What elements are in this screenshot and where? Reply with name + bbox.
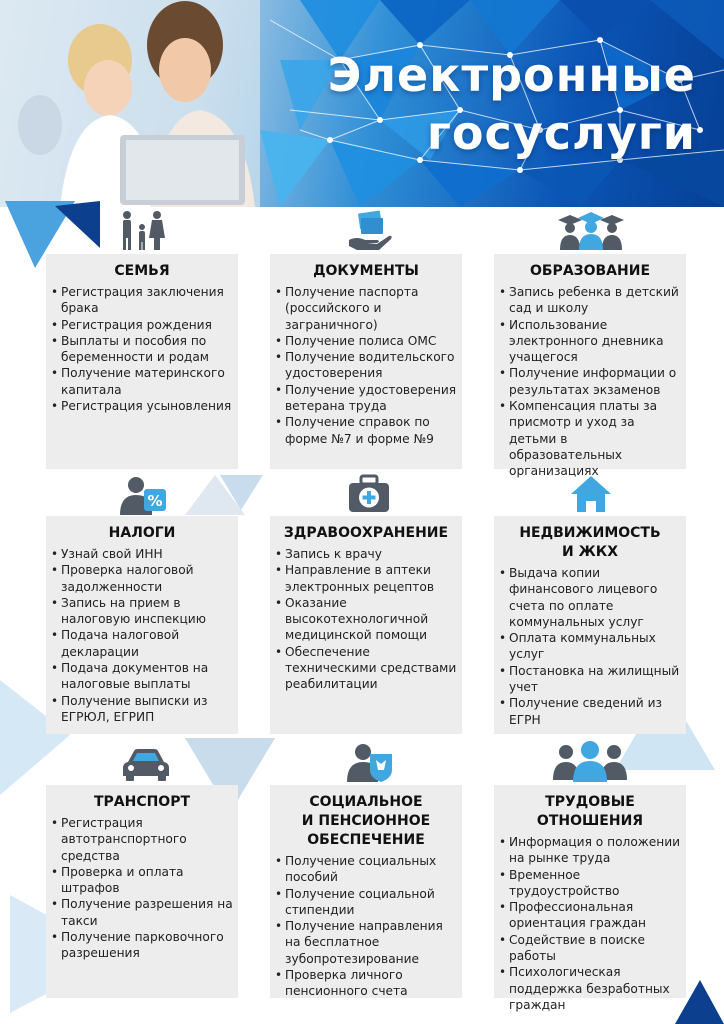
service-item[interactable]: • Получение полиса ОМС bbox=[274, 333, 458, 349]
medical-kit-icon bbox=[347, 474, 391, 514]
service-list bbox=[494, 565, 686, 728]
section-title bbox=[494, 793, 686, 831]
title-line-2: госуслуги bbox=[426, 106, 696, 160]
service-item[interactable]: • Получение паспорта (российского и заграничного) bbox=[274, 284, 458, 333]
section-title: СЕМЬЯ bbox=[114, 263, 170, 279]
graduates-icon bbox=[556, 210, 626, 250]
section-title-line-3: ОБЕСПЕЧЕНИЕ bbox=[307, 832, 425, 848]
service-item[interactable]: • Направление в аптеки электронных рецептов bbox=[274, 562, 458, 595]
service-item[interactable]: • Выдача копии финансового лицевого счета по оплате коммунальных услуг bbox=[498, 565, 682, 630]
tax-person-icon bbox=[120, 475, 168, 515]
service-item[interactable]: • Информация о положении на рынке труда bbox=[498, 834, 682, 867]
section-real-estate bbox=[494, 516, 686, 734]
family-icon bbox=[118, 210, 166, 252]
service-list bbox=[494, 284, 686, 480]
service-list bbox=[270, 853, 462, 1000]
section-transport bbox=[46, 785, 238, 998]
service-list bbox=[46, 284, 238, 414]
section-title bbox=[494, 524, 686, 562]
service-item[interactable]: • Подача документов на налоговые выплаты bbox=[50, 660, 234, 693]
service-item[interactable]: • Получение выписки из ЕГРЮЛ, ЕГРИП bbox=[50, 693, 234, 726]
documents-icon bbox=[347, 210, 395, 252]
service-item[interactable]: • Временное трудоустройство bbox=[498, 867, 682, 900]
section-labor bbox=[494, 785, 686, 1012]
service-item[interactable]: • Получение сведений из ЕГРН bbox=[498, 695, 682, 728]
section-title-line-2: И ПЕНСИОННОЕ bbox=[301, 813, 431, 829]
section-education bbox=[494, 254, 686, 479]
section-title: ТРАНСПОРТ bbox=[93, 794, 191, 810]
service-item[interactable]: • Регистрация заключения брака bbox=[50, 284, 234, 317]
section-title-line-2: ОТНОШЕНИЯ bbox=[536, 813, 644, 829]
section-title-line-1: СОЦИАЛЬНОЕ bbox=[309, 794, 423, 810]
service-item[interactable]: • Оказание высокотехнологичной медицинской помощи bbox=[274, 595, 458, 644]
service-item[interactable]: • Получение водительского удостоверения bbox=[274, 349, 458, 382]
page-title bbox=[328, 46, 696, 162]
section-taxes bbox=[46, 516, 238, 734]
service-item[interactable]: • Запись к врачу bbox=[274, 546, 458, 562]
service-item[interactable]: • Регистрация усыновления bbox=[50, 398, 234, 414]
car-icon bbox=[122, 748, 170, 782]
service-item[interactable]: • Психологическая поддержка безработных граждан bbox=[498, 964, 682, 1013]
service-item[interactable]: • Проверка личного пенсионного счета bbox=[274, 967, 458, 1000]
section-title: ЗДРАВООХРАНЕНИЕ bbox=[283, 525, 449, 541]
service-item[interactable]: • Получение направления на бесплатное зубопротезирование bbox=[274, 918, 458, 967]
house-icon bbox=[570, 474, 612, 514]
official-emblem-icon bbox=[346, 742, 394, 782]
service-item[interactable]: • Узнай свой ИНН bbox=[50, 546, 234, 562]
service-item[interactable]: • Получение социальных пособий bbox=[274, 853, 458, 886]
service-item[interactable]: • Получение материнского капитала bbox=[50, 365, 234, 398]
service-item[interactable]: • Оплата коммунальных услуг bbox=[498, 630, 682, 663]
service-item[interactable]: • Содействие в поиске работы bbox=[498, 932, 682, 965]
service-item[interactable]: • Использование электронного дневника учащегося bbox=[498, 317, 682, 366]
people-group-icon bbox=[553, 740, 627, 782]
service-list bbox=[270, 284, 462, 447]
service-list bbox=[46, 546, 238, 725]
service-item[interactable]: • Запись на прием в налоговую инспекцию bbox=[50, 595, 234, 628]
service-item[interactable]: • Регистрация рождения bbox=[50, 317, 234, 333]
section-title-line-1: ТРУДОВЫЕ bbox=[545, 794, 635, 810]
service-item[interactable]: • Профессиональная ориентация граждан bbox=[498, 899, 682, 932]
section-title: НАЛОГИ bbox=[108, 525, 176, 541]
service-list bbox=[494, 834, 686, 1013]
service-item[interactable]: • Получение парковочного разрешения bbox=[50, 929, 234, 962]
section-title-line-1: НЕДВИЖИМОСТЬ bbox=[519, 525, 661, 541]
service-list bbox=[46, 815, 238, 962]
section-family bbox=[46, 254, 238, 469]
service-item[interactable]: • Проверка налоговой задолженности bbox=[50, 562, 234, 595]
service-item[interactable]: • Получение информации о результатах экзаменов bbox=[498, 365, 682, 398]
section-documents bbox=[270, 254, 462, 469]
section-title bbox=[270, 793, 462, 850]
service-item[interactable]: • Постановка на жилищный учет bbox=[498, 663, 682, 696]
service-item[interactable]: • Выплаты и пособия по беременности и родам bbox=[50, 333, 234, 366]
service-item[interactable]: • Получение социальной стипендии bbox=[274, 886, 458, 919]
service-list bbox=[270, 546, 462, 693]
service-item[interactable]: • Проверка и оплата штрафов bbox=[50, 864, 234, 897]
svg-text:%: % bbox=[147, 492, 163, 510]
decorative-triangles-mid bbox=[175, 470, 265, 520]
service-item[interactable]: • Регистрация автотранспортного средства bbox=[50, 815, 234, 864]
service-item[interactable]: • Получение разрешения на такси bbox=[50, 896, 234, 929]
service-item[interactable]: • Получение удостоверения ветерана труда bbox=[274, 382, 458, 415]
section-title: ДОКУМЕНТЫ bbox=[313, 263, 419, 279]
service-item[interactable]: • Получение справок по форме №7 и форме №9 bbox=[274, 414, 458, 447]
service-item[interactable]: • Запись ребенка в детский сад и школу bbox=[498, 284, 682, 317]
service-item[interactable]: • Компенсация платы за присмотр и уход за детьми в образовательных организациях bbox=[498, 398, 682, 479]
service-item[interactable]: • Подача налоговой декларации bbox=[50, 627, 234, 660]
section-title: ОБРАЗОВАНИЕ bbox=[529, 263, 651, 279]
section-healthcare bbox=[270, 516, 462, 734]
service-item[interactable]: • Обеспечение техническими средствами реабилитации bbox=[274, 644, 458, 693]
title-line-1: Электронные bbox=[327, 48, 696, 102]
section-social-pension bbox=[270, 785, 462, 998]
header-banner bbox=[0, 0, 724, 207]
section-title-line-2: И ЖКХ bbox=[562, 544, 618, 560]
